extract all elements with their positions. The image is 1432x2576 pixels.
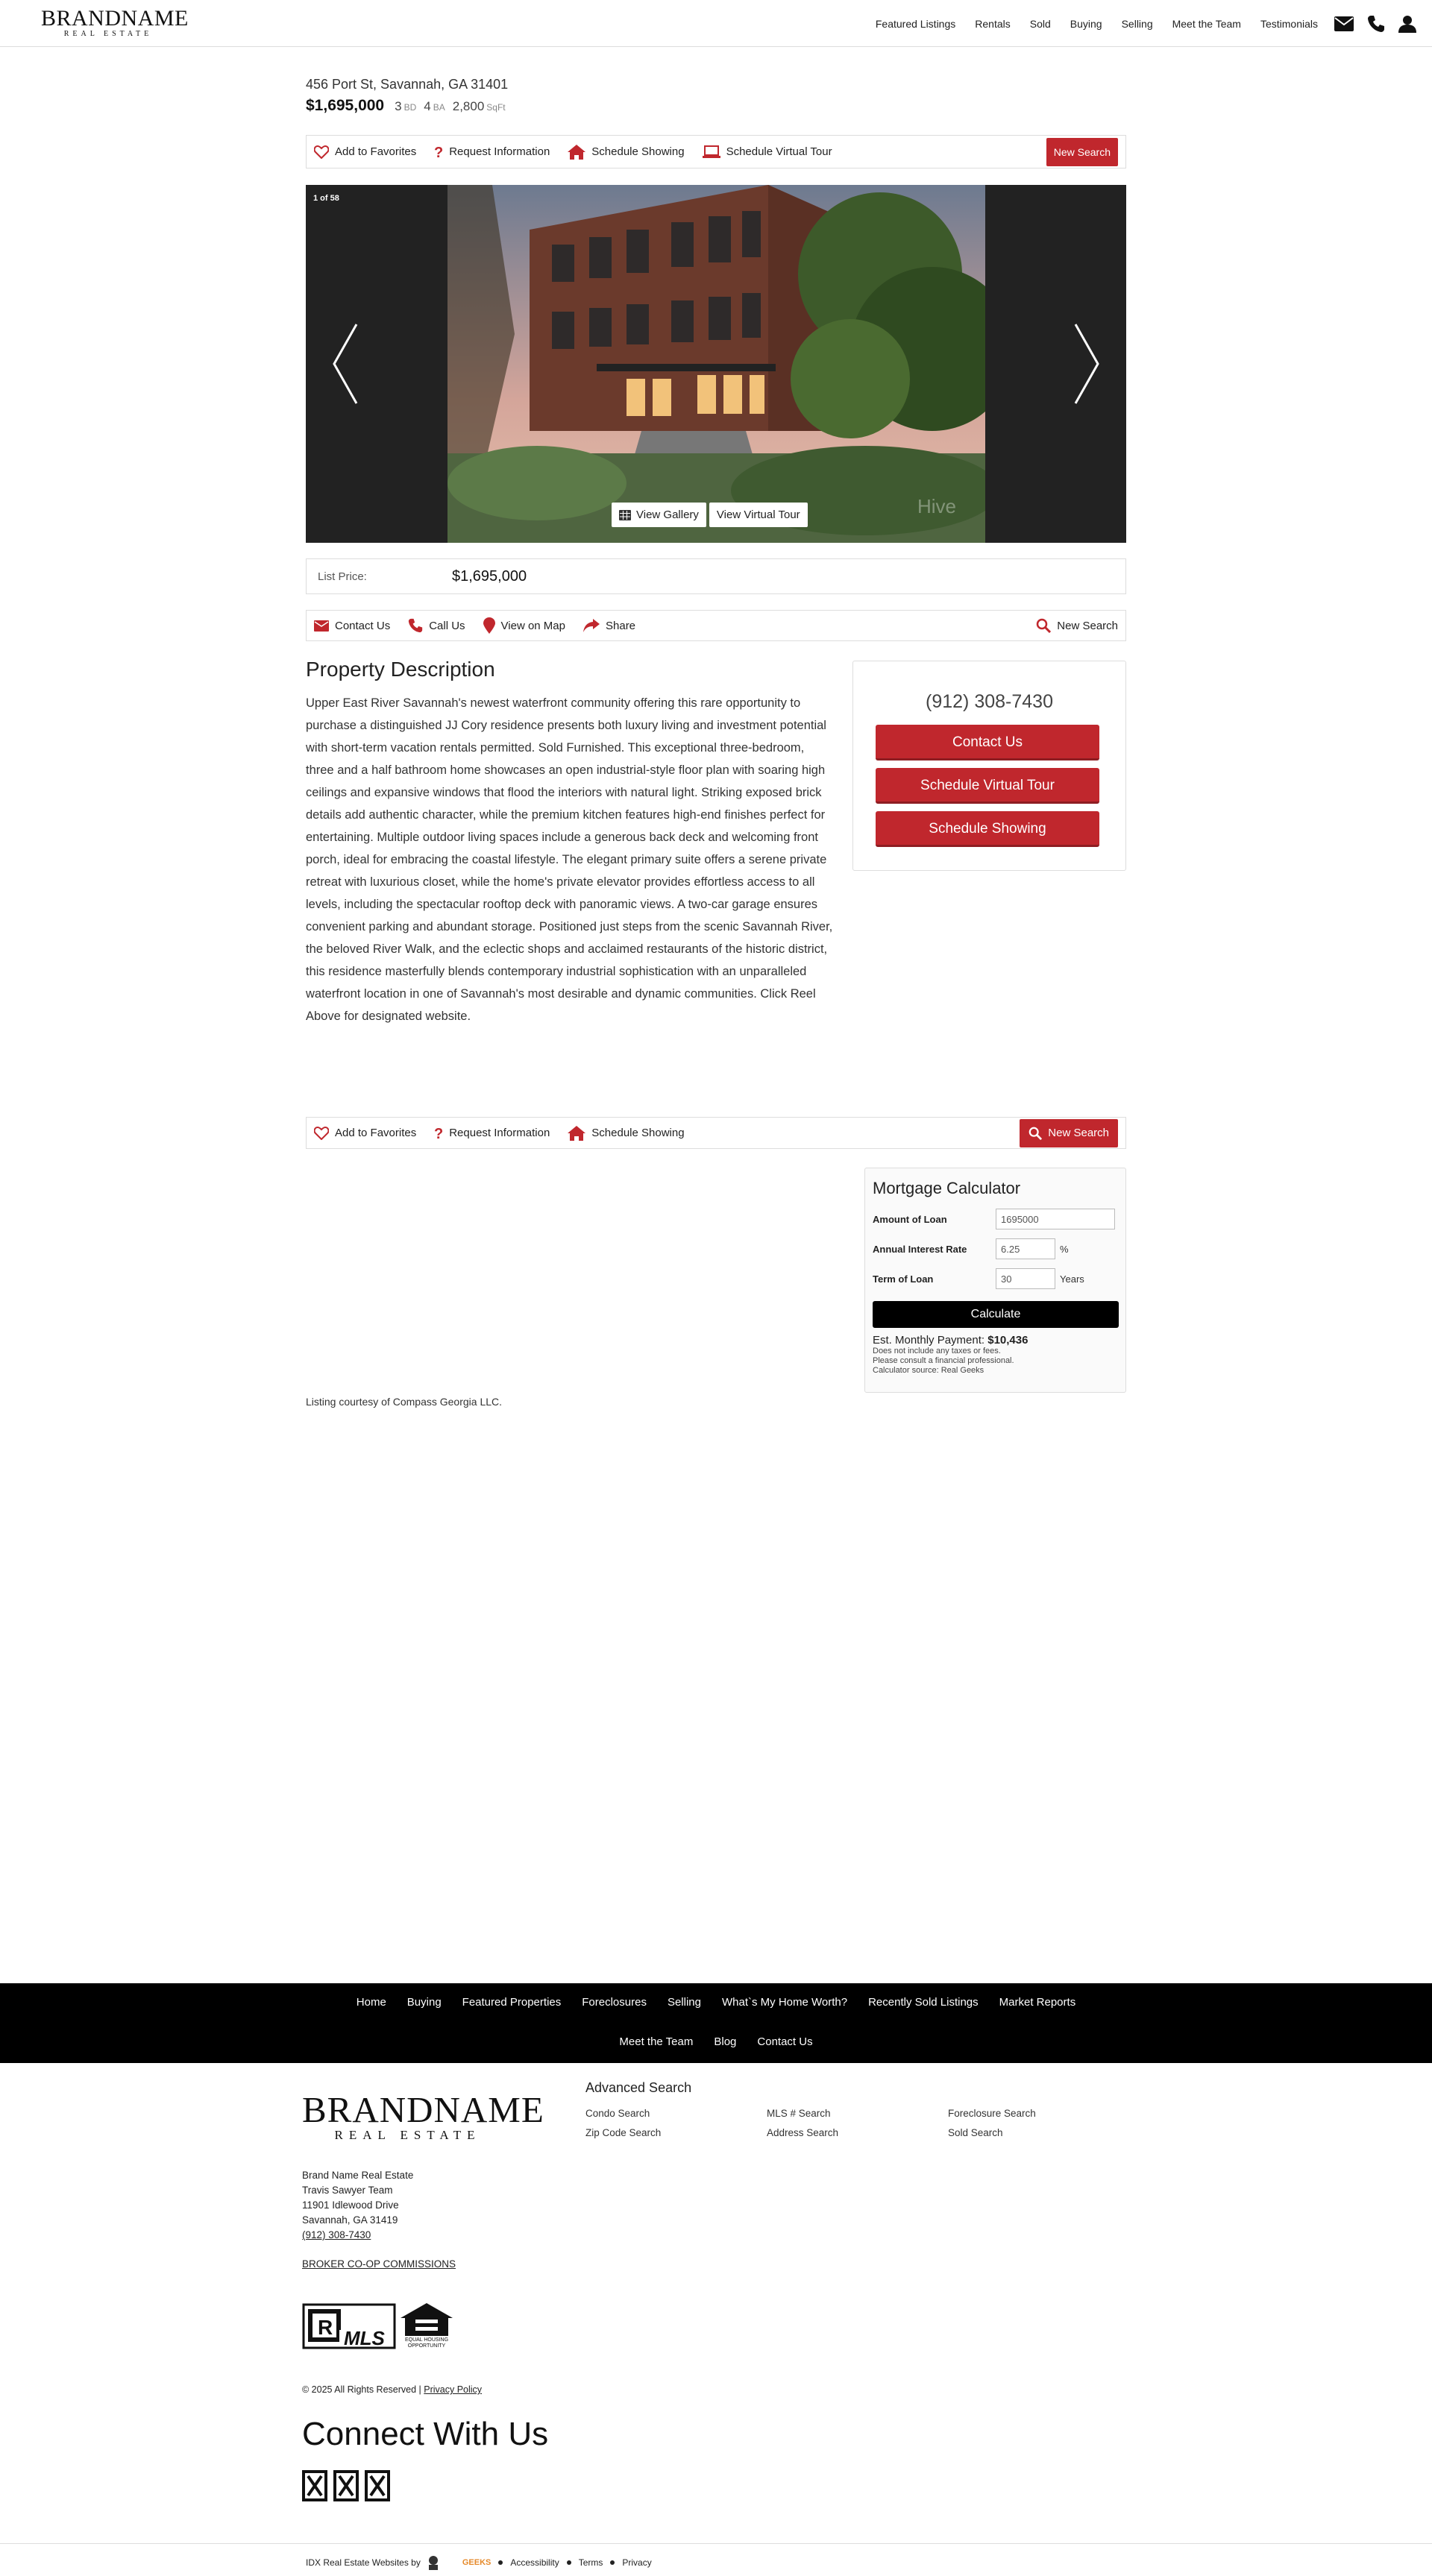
advanced-search-title: Advanced Search — [585, 2080, 692, 2095]
search-icon — [1029, 1127, 1042, 1140]
question-icon — [434, 145, 443, 160]
footer-nav-meet-the-team[interactable]: Meet the Team — [619, 2035, 694, 2048]
interest-rate-unit: % — [1060, 1243, 1069, 1255]
loan-term-unit: Years — [1060, 1273, 1084, 1285]
new-search-link[interactable]: New Search — [1036, 618, 1118, 633]
privacy-link[interactable]: Privacy — [622, 2557, 652, 2568]
loan-term-input[interactable] — [996, 1268, 1055, 1289]
new-search-button-bottom[interactable]: New Search — [1020, 1119, 1118, 1147]
loan-term-label: Term of Loan — [873, 1273, 934, 1285]
bottom-action-bar — [306, 1117, 1126, 1149]
foreclosure-search-link[interactable]: Foreclosure Search — [948, 2108, 1036, 2119]
new-search-button[interactable]: New Search — [1046, 138, 1118, 166]
loan-amount-label: Amount of Loan — [873, 1213, 947, 1225]
footer-nav-featured-properties[interactable]: Featured Properties — [462, 1996, 562, 2009]
mls-search-link[interactable]: MLS # Search — [767, 2108, 831, 2119]
social-icon-2[interactable] — [333, 2470, 359, 2501]
next-photo-arrow[interactable] — [1073, 323, 1100, 409]
photo-counter: 1 of 58 — [313, 194, 339, 203]
footer-nav — [0, 1983, 1432, 2063]
realtor-mls-logo — [302, 2302, 396, 2349]
footer-logo[interactable]: BRANDNAME REAL ESTATE — [302, 2089, 544, 2142]
mortgage-title: Mortgage Calculator — [873, 1179, 1021, 1197]
footer-nav-selling[interactable]: Selling — [667, 1996, 701, 2009]
schedule-showing-button-bottom[interactable]: Schedule Showing — [568, 1126, 684, 1141]
view-on-map-link[interactable]: View on Map — [483, 617, 565, 634]
condo-search-link[interactable]: Condo Search — [585, 2108, 650, 2119]
request-information-button-bottom[interactable]: ? Request Information — [434, 1125, 550, 1141]
phone-icon[interactable] — [1367, 15, 1385, 33]
advanced-search — [585, 2080, 1129, 2138]
calculate-button[interactable]: Calculate — [873, 1301, 1119, 1328]
view-virtual-tour-button[interactable]: View Virtual Tour — [709, 503, 808, 527]
logo-main: BRANDNAME — [41, 6, 189, 31]
nav-selling[interactable]: Selling — [1121, 17, 1153, 30]
map-pin-icon — [483, 617, 495, 634]
description-body: Upper East River Savannah's newest waterfront community offering this rare opportunity to purchase a distinguished JJ Cory residence presents both luxury living and investment potential with short-term vacation rentals permitted. Sold Furnished. This exceptional three-bedroom, three and a half bathroom home showcases an open industrial-style floor plan with soaring high ceilings and expansive windows that flood the interiors with natural light. Striking exposed brick details add authentic character, while the premium kitchen features high-end finishes perfect for entertaining. Multiple outdoor living spaces include a generous back deck and welcoming front porch, ideal for embracing the coastal lifestyle. The elegant primary suite offers a serene private retreat with luxurious closet, while the home's private elevator provides effortless access to all levels, including the spectacular rooftop deck with panoramic views. A two-car garage ensures convenient parking and abundant storage. Positioned just steps from the scenic Savannah River, the beloved River Walk, and the eclectic shops and acclaimed restaurants of the historic district, this residence masterfully blends contemporary industrial sophistication with an unparalleled waterfront location in one of Savannah's most desirable and dynamic communities. Click Reel Above for designated website. — [306, 696, 833, 1023]
previous-photo-arrow[interactable] — [332, 323, 359, 409]
svg-text:R: R — [318, 2316, 333, 2339]
footer-nav-market-reports[interactable]: Market Reports — [999, 1996, 1076, 2009]
estimated-payment: Est. Monthly Payment: $10,436 — [873, 1334, 1029, 1347]
mortgage-note-1: Does not include any taxes or fees. — [873, 1347, 1001, 1355]
equal-housing-logo: EQUAL HOUSING OPPORTUNITY — [399, 2302, 454, 2349]
estimated-payment-value: $10,436 — [987, 1334, 1029, 1347]
social-icon-1[interactable] — [302, 2470, 327, 2501]
listing-beds: 3 BD — [395, 99, 417, 113]
office-address: Brand Name Real Estate Travis Sawyer Team 11901 Idlewood Drive Savannah, GA 31419 (912) 308-7430 — [302, 2170, 414, 2240]
house-icon — [568, 145, 585, 160]
request-information-button[interactable]: ? Request Information — [434, 144, 550, 160]
loan-amount-row — [873, 1204, 1118, 1234]
listing-summary — [306, 97, 1126, 115]
listing-baths: 4 BA — [424, 99, 445, 113]
mortgage-note-3: Calculator source: Real Geeks — [873, 1366, 984, 1375]
copyright: © 2025 All Rights Reserved | Privacy Policy — [302, 2384, 483, 2395]
bottom-bar — [0, 2543, 1432, 2576]
contact-us-button[interactable]: Contact Us — [876, 725, 1099, 760]
interest-rate-row — [873, 1234, 1118, 1264]
footer-nav-blog[interactable]: Blog — [714, 2035, 737, 2048]
loan-term-row — [873, 1264, 1118, 1294]
schedule-virtual-tour-button[interactable]: Schedule Virtual Tour — [703, 145, 832, 159]
nav-buying[interactable]: Buying — [1070, 17, 1102, 30]
footer-nav-home[interactable]: Home — [356, 1996, 386, 2009]
listing-price: $1,695,000 — [306, 97, 385, 114]
agent-phone[interactable]: (912) 308-7430 — [926, 691, 1053, 712]
sold-search-link[interactable]: Sold Search — [948, 2127, 1003, 2138]
add-to-favorites-button-bottom[interactable]: Add to Favorites — [314, 1127, 416, 1140]
address-search-link[interactable]: Address Search — [767, 2127, 839, 2138]
gallery-grid-icon — [619, 510, 631, 520]
agent-contact-box — [852, 661, 1126, 871]
privacy-policy-link[interactable]: Privacy Policy — [424, 2384, 483, 2395]
mid-action-bar — [306, 610, 1126, 641]
footer-nav-foreclosures[interactable]: Foreclosures — [582, 1996, 647, 2009]
search-icon — [1036, 618, 1051, 633]
connect-heading: Connect With Us — [302, 2416, 549, 2452]
call-us-link[interactable]: Call Us — [408, 618, 465, 633]
question-icon — [434, 1126, 443, 1141]
listing-address: 456 Port St, Savannah, GA 31401 — [306, 77, 509, 92]
list-price-row — [306, 558, 1126, 594]
listing-courtesy: Listing courtesy of Compass Georgia LLC. — [306, 1396, 503, 1408]
main-nav — [866, 0, 1432, 47]
house-icon — [568, 1126, 585, 1141]
listing-sqft: 2,800 SqFt — [452, 99, 506, 113]
mortgage-calculator — [864, 1168, 1126, 1393]
nav-rentals[interactable]: Rentals — [975, 17, 1011, 30]
contact-us-link[interactable]: Contact Us — [314, 620, 390, 632]
terms-link[interactable]: Terms — [578, 2557, 603, 2568]
geeks-logo[interactable]: GEEKS — [462, 2558, 492, 2567]
laptop-icon — [703, 145, 720, 159]
phone-icon — [408, 618, 423, 633]
list-price-label: List Price: — [318, 570, 367, 583]
list-price-value: $1,695,000 — [452, 567, 527, 585]
description-title: Property Description — [306, 658, 495, 681]
top-action-bar — [306, 135, 1126, 169]
envelope-icon[interactable] — [1334, 16, 1354, 31]
footer-nav-home-worth[interactable]: What`s My Home Worth? — [721, 1996, 848, 2009]
chevron-right-icon — [1073, 323, 1100, 405]
interest-rate-label: Annual Interest Rate — [873, 1243, 967, 1255]
compliance-badges — [302, 2302, 454, 2349]
chevron-left-icon — [332, 323, 359, 405]
listing-photo[interactable] — [448, 185, 985, 543]
footer-nav-recently-sold[interactable]: Recently Sold Listings — [868, 1996, 979, 2009]
brand-logo[interactable] — [41, 6, 189, 39]
svg-text:?: ? — [434, 144, 444, 160]
view-gallery-button[interactable]: View Gallery — [612, 503, 706, 527]
interest-rate-input[interactable] — [996, 1238, 1055, 1259]
envelope-icon — [314, 620, 329, 632]
svg-text:?: ? — [434, 1125, 444, 1141]
heart-icon — [314, 1127, 329, 1140]
nav-testimonials[interactable]: Testimonials — [1260, 17, 1318, 30]
photo-gallery — [306, 185, 1126, 543]
share-link[interactable]: Share — [583, 619, 635, 632]
share-icon — [583, 619, 600, 632]
accessibility-link[interactable]: Accessibility — [510, 2557, 559, 2568]
broker-commissions-link[interactable]: BROKER CO-OP COMMISSIONS — [302, 2258, 456, 2270]
footer-nav-contact-us[interactable]: Contact Us — [757, 2035, 813, 2048]
nav-meet-the-team[interactable]: Meet the Team — [1172, 17, 1241, 30]
nav-featured-listings[interactable]: Featured Listings — [875, 17, 956, 30]
geek-mascot-icon — [427, 2555, 440, 2570]
idx-credit: IDX Real Estate Websites by — [306, 2557, 421, 2568]
logo-sub: REAL ESTATE — [63, 30, 153, 38]
footer-nav-buying[interactable]: Buying — [406, 1996, 442, 2009]
schedule-showing-button[interactable]: Schedule Showing — [568, 145, 684, 160]
social-links — [302, 2470, 396, 2501]
gallery-buttons — [612, 503, 811, 527]
user-icon[interactable] — [1398, 15, 1416, 33]
svg-text:MLS: MLS — [344, 2327, 385, 2349]
nav-sold[interactable]: Sold — [1029, 17, 1051, 30]
property-description — [306, 658, 835, 1027]
watermark-text: Hive — [917, 495, 957, 517]
schedule-showing-cta[interactable]: Schedule Showing — [876, 811, 1099, 847]
heart-icon — [314, 145, 329, 159]
site-header — [0, 0, 1432, 47]
equal-housing-icon — [399, 2302, 454, 2337]
schedule-virtual-tour-cta[interactable]: Schedule Virtual Tour — [876, 768, 1099, 804]
loan-amount-input[interactable] — [996, 1209, 1115, 1229]
mortgage-note-2: Please consult a financial professional. — [873, 1356, 1014, 1365]
zip-code-search-link[interactable]: Zip Code Search — [585, 2127, 662, 2138]
add-to-favorites-button[interactable]: Add to Favorites — [314, 145, 416, 159]
office-phone-link[interactable]: (912) 308-7430 — [302, 2229, 371, 2240]
social-icon-3[interactable] — [365, 2470, 390, 2501]
